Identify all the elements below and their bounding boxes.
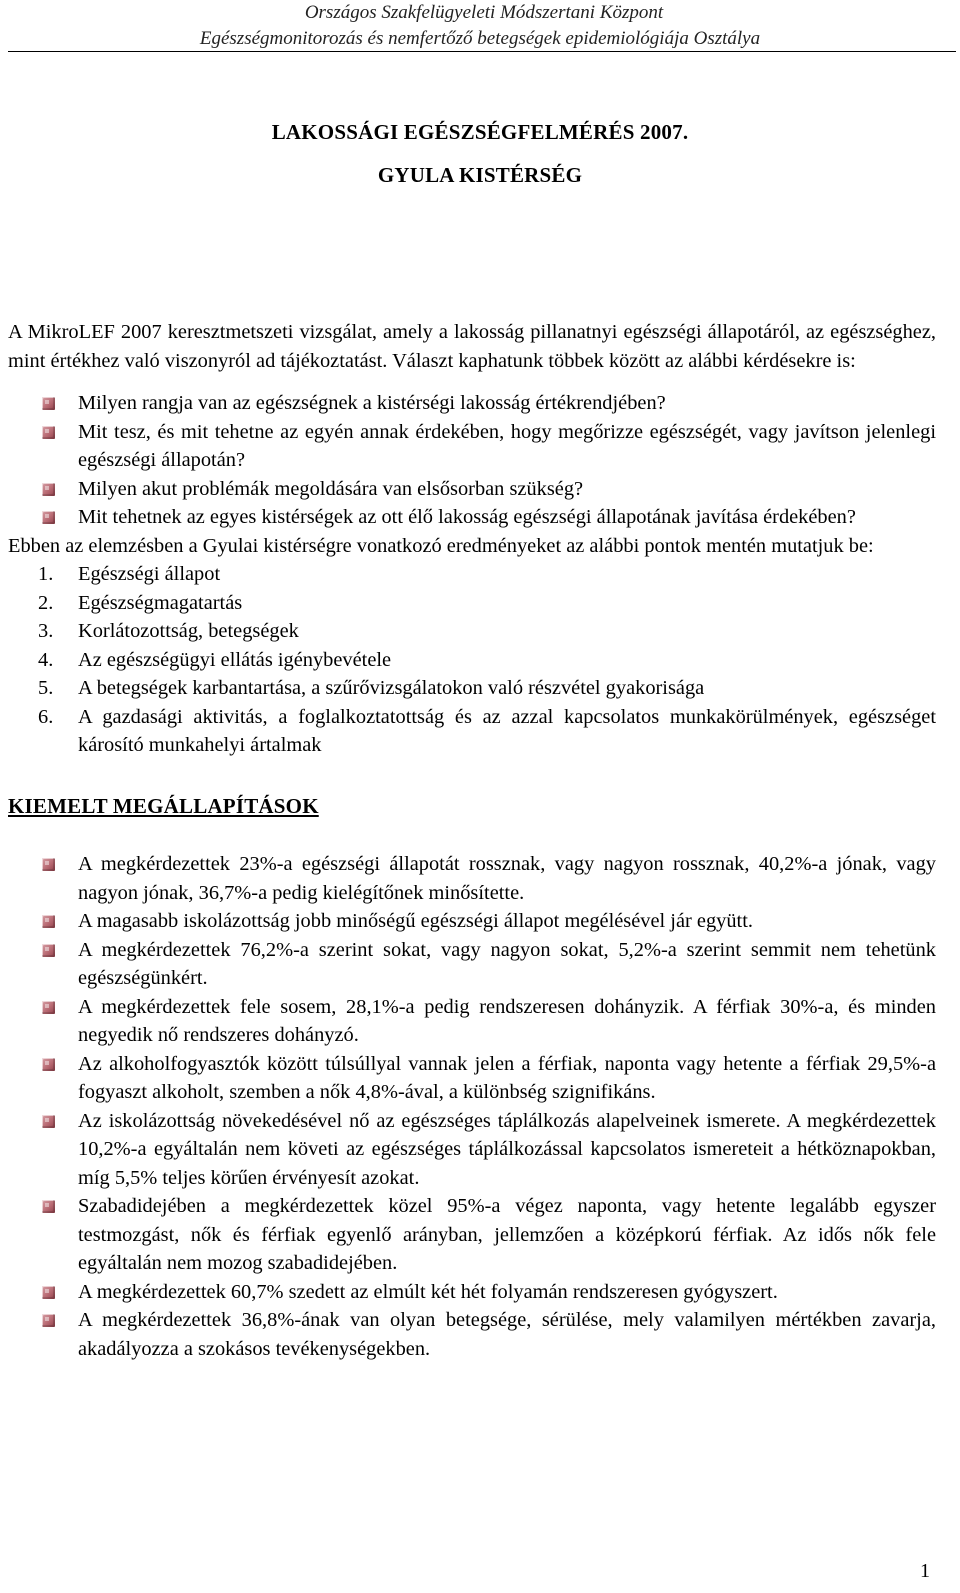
list-item: Szabadidejében a megkérdezettek közel 95%-a végez naponta, vagy hetente legalább egyszer testmozgást, nők és férfiak egyenlő arányban, jellemzően a középkorú férfiak. Az idős nők fele egyáltalán nem mozog szabadidejében. [8, 1192, 936, 1278]
list-item: 2. Egészségmagatartás [38, 591, 243, 614]
bullet-icon [42, 1314, 55, 1327]
list-item: A megkérdezettek 36,8%-ának van olyan betegsége, sérülése, mely valamilyen mértékben zavarja, akadályozza a szokásos tevékenységekben. [8, 1306, 936, 1363]
header-rule [8, 51, 956, 52]
page-number: 1 [920, 1560, 930, 1582]
header-institution: Országos Szakfelügyeleti Módszertani Központ [304, 2, 664, 23]
bullet-icon [42, 397, 55, 410]
bullet-icon [42, 1200, 55, 1213]
list-item: Milyen akut problémák megoldására van elsősorban szükség? [8, 475, 936, 504]
intro-paragraph: A MikroLEF 2007 keresztmetszeti vizsgálat, amely a lakosság pillanatnyi egészségi állapotáról, az egészséghez, mint értékhez való viszonyról ad tájékoztatást. Választ kaphatunk többek között az alábbi kérdésekre is: [8, 321, 936, 372]
analysis-intro: Ebben az elemzésben a Gyulai kistérségre vonatkozó eredményeket az alábbi pontok mentén mutatjuk be: [8, 534, 874, 557]
list-item: Az alkoholfogyasztók között túlsúllyal vannak jelen a férfiak, naponta vagy hetente a férfiak 29,5%-a fogyaszt alkoholt, szemben a nők 4,8%-ával, a különbség szignifikáns. [8, 1050, 936, 1107]
bullet-icon [42, 483, 55, 496]
bullet-icon [42, 1115, 55, 1128]
bullet-icon [42, 1286, 55, 1299]
bullet-icon [42, 426, 55, 439]
bullet-icon [42, 1001, 55, 1014]
list-item: A megkérdezettek 23%-a egészségi állapotát rossznak, vagy nagyon rossznak, 40,2%-a jónak, vagy nagyon jónak, 36,7%-a pedig kielégítőnek minősítette. [8, 850, 936, 907]
list-item: A megkérdezettek 76,2%-a szerint sokat, vagy nagyon sokat, 5,2%-a szerint semmit nem tehetünk egészségünkért. [8, 936, 936, 993]
list-item: A megkérdezettek 60,7% szedett az elmúlt két hét folyamán rendszeresen gyógyszert. [8, 1278, 936, 1307]
document-body [8, 318, 936, 1363]
page-header [0, 0, 960, 52]
bullet-icon [42, 944, 55, 957]
topic-list [8, 560, 936, 760]
list-item: Milyen rangja van az egészségnek a kistérségi lakosság értékrendjében? [8, 389, 936, 418]
bullet-icon [42, 511, 55, 524]
bullet-icon [42, 915, 55, 928]
section-title: KIEMELT MEGÁLLAPÍTÁSOK [8, 793, 319, 818]
question-list [8, 389, 936, 532]
list-item: 1. Egészségi állapot [38, 563, 221, 585]
document-subtitle: GYULA KISTÉRSÉG [377, 163, 583, 187]
list-item: 3. Korlátozottság, betegségek [38, 620, 299, 642]
list-item: Mit tesz, és mit tehetne az egyén annak érdekében, hogy megőrizze egészségét, vagy javítson jelenlegi egészségi állapotán? [8, 418, 936, 475]
bullet-icon [42, 858, 55, 871]
list-item: A megkérdezettek fele sosem, 28,1%-a pedig rendszeresen dohányzik. A férfiak 30%-a, és minden negyedik nő rendszeres dohányzó. [8, 993, 936, 1050]
list-item: Az iskolázottság növekedésével nő az egészséges táplálkozás alapelveinek ismerete. A megkérdezettek 10,2%-a egyáltalán nem követi az egészséges táplálkozással kapcsolatos ismereteit a hétköznapokban, míg 5,5% teljes körűen érvényesít azokat. [8, 1107, 936, 1193]
bullet-icon [42, 1058, 55, 1071]
document-title: LAKOSSÁGI EGÉSZSÉGFELMÉRÉS 2007. [271, 120, 689, 144]
list-item: Mit tehetnek az egyes kistérségek az ott élő lakosság egészségi állapotának javítása érdekében? [8, 503, 936, 532]
header-department: Egészségmonitorozás és nemfertőző betegségek epidemiológiája Osztálya [199, 28, 761, 49]
findings-list [8, 850, 936, 1363]
list-item: 4. Az egészségügyi ellátás igénybevétele [38, 648, 392, 671]
list-item: 5. A betegségek karbantartása, a szűrővizsgálatokon való részvétel gyakorisága [38, 677, 705, 699]
list-item: A magasabb iskolázottság jobb minőségű egészségi állapot megélésével jár együtt. [8, 907, 936, 936]
list-item: 6. A gazdasági aktivitás, a foglalkoztatottság és az azzal kapcsolatos munkakörülmények, egészséget károsító munkahelyi ártalmak [38, 705, 936, 756]
